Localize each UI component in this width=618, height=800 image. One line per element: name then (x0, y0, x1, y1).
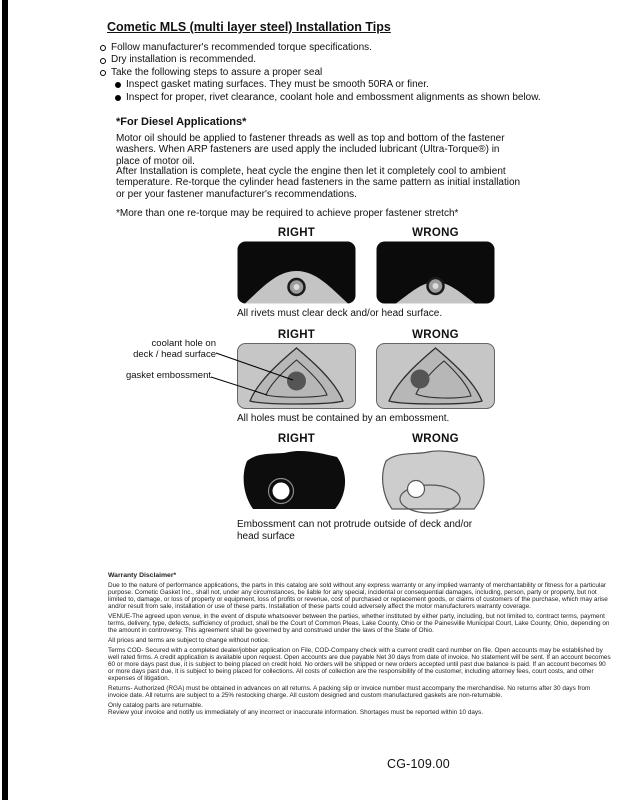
tip-text: Dry installation is recommended. (111, 54, 257, 66)
part-number: CG-109.00 (387, 757, 450, 771)
gasket-embossment-callout: gasket embossment (125, 370, 211, 381)
tip-item (100, 42, 590, 54)
diagram-caption: All holes must be contained by an embossment. (237, 413, 450, 424)
warranty-paragraph: Only catalog parts are returnable. (108, 702, 203, 709)
warranty-heading: Warranty Disclaimer* (108, 572, 177, 579)
warranty-paragraph: Review your invoice and notify us immediately of any incorrect or inaccurate information. Shortages must be reported within 10 days. (108, 709, 484, 716)
wrong-label: WRONG (412, 329, 459, 341)
tip-sub-item (115, 92, 590, 104)
warranty-paragraph: Due to the nature of performance applications, the parts in this catalog are sold without any express warranty or any implied warranty of merchantability or fitness for a particular purpose. Cometic Gasket Inc., shall not, under any circumstances, be liable for any special, incidental or consequential damages, including, person, party or property, but not limited to, damage, or loss of property or equipment, loss of profits or revenue, cost of purchased or replacement goods, or claims of customers of the purchase, which may arise and/or result from sale, installation or use of these parts. Installation of these parts could adversely affect the motor manufacturers warranty coverage. (108, 582, 608, 610)
right-label: RIGHT (277, 433, 316, 445)
tip-text: Inspect gasket mating surfaces. They must be smooth 50RA or finer. (126, 79, 429, 91)
tip-sub-item (115, 79, 590, 91)
embossment-right-diagram (237, 447, 356, 515)
diesel-paragraph: After Installation is complete, heat cycle the engine then let it completely cool to ambient temperature. Re-torque the cylinder head fasteners in the same pattern as initial installation or per your fastener manufacturer's recommendations. (116, 166, 521, 200)
open-bullet-icon (100, 58, 106, 64)
diagram-header-row (237, 433, 495, 445)
rivet-clearance-right-diagram (237, 241, 356, 304)
page-title: Cometic MLS (multi layer steel) Installation Tips (107, 20, 391, 34)
diagram-caption: Embossment can not protrude outside of deck and/or head surface (237, 519, 473, 542)
installation-tips-list (100, 42, 590, 104)
warranty-section (108, 572, 612, 719)
wrong-label: WRONG (412, 433, 459, 445)
wrong-label: WRONG (412, 227, 459, 239)
tip-text: Take the following steps to assure a proper seal (111, 66, 323, 78)
open-bullet-icon (100, 70, 106, 76)
coolant-hole-diagram-row (237, 329, 495, 425)
warranty-paragraph: Terms COD- Secured with a completed dealer/jobber application on File, COD-Company check with a current credit card number on file. Open accounts may be established by well rated firms. A credit application is available upon request. Open accounts are due payable Net 30 days from date of invoice. No statement will be sent. If an account becomes 60 or more days past due, it is subject to being placed on credit hold. No orders will be shipped or new orders accepted until past due balance is paid. If an account becomes 90 or more days past due, it is subject to being placed for collections. All costs of collection are the responsibility of the customer, including attorney fees, court costs, and other expenses of litigation. (108, 647, 611, 682)
diagram-image-row (237, 343, 495, 409)
rivet-clearance-wrong-diagram (376, 241, 495, 304)
page-edge-bar (2, 0, 8, 800)
right-label: RIGHT (277, 227, 316, 239)
retorque-note: *More than one re-torque may be required to achieve proper fastener stretch* (116, 208, 459, 219)
callout-text: coolant hole on (151, 338, 216, 349)
coolant-hole-right-diagram (237, 343, 356, 409)
right-label: RIGHT (277, 329, 316, 341)
coolant-hole-callout (98, 339, 216, 360)
warranty-paragraph: VENUE-The agreed upon venue, in the event of dispute whatsoever between the parties, whether instituted by either party, including, but not limited to, contract terms, payment terms, delivery, type, defects, sufficiency of product, shall be the Court of Common Pleas, Lake County, Ohio or the Painesville Municipal Court, Lake County, Ohio, depending on the amount in controversy. This agreement shall be governed by and construed under the laws of the State of Ohio. (108, 613, 610, 634)
embossment-diagram-row (237, 433, 495, 542)
diagram-header-row (237, 329, 495, 341)
tip-text: Inspect for proper, rivet clearance, coolant hole and embossment alignments as shown below. (126, 91, 541, 103)
warranty-paragraph: All prices and terms are subject to change without notice. (108, 637, 270, 644)
open-bullet-icon (100, 45, 106, 51)
filled-bullet-icon (115, 82, 121, 88)
embossment-wrong-diagram (376, 447, 495, 515)
filled-bullet-icon (115, 95, 121, 101)
tip-item (100, 67, 590, 79)
diagram-image-row (237, 241, 495, 304)
diesel-paragraph: Motor oil should be applied to fastener threads as well as top and bottom of the fastener washers. When ARP fasteners are used apply the included lubricant (Ultra-Torque®) in place of motor oil. (116, 133, 505, 167)
coolant-hole-wrong-diagram (376, 343, 495, 409)
rivet-diagram-row (237, 227, 495, 320)
tip-item (100, 54, 590, 66)
warranty-paragraph: Returns- Authorized (RGA) must be obtained in advances on all returns. A packing slip or invoice number must accompany the merchandise. No returns after 30 days from invoice date. All returns are subject to a 25% restocking charge. All custom designed and custom manufactured gaskets are non-returnable. (108, 685, 591, 699)
diagram-caption: All rivets must clear deck and/or head surface. (237, 308, 443, 319)
tip-text: Follow manufacturer's recommended torque specifications. (111, 42, 372, 53)
diagram-image-row (237, 447, 495, 515)
diesel-applications-heading: *For Diesel Applications* (116, 116, 247, 128)
diagram-header-row (237, 227, 495, 239)
callout-text: deck / head surface (133, 348, 216, 360)
